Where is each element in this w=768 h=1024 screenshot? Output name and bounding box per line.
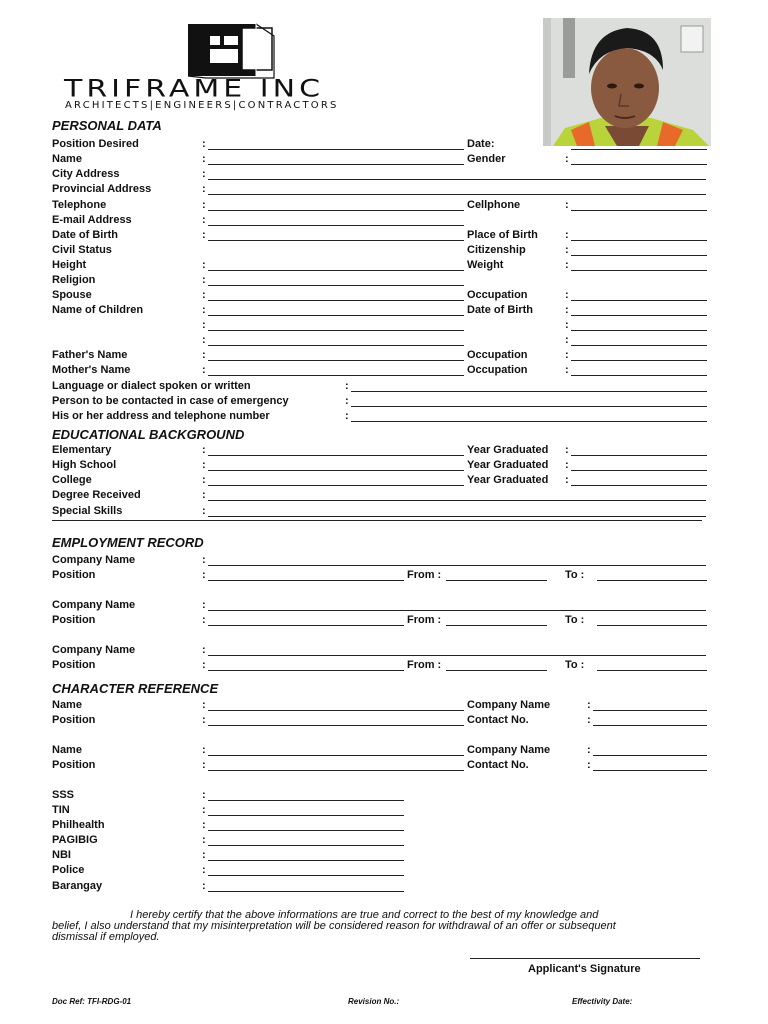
ref-company-2-colon: : <box>587 744 591 756</box>
label-year-graduated-elementary: Year Graduated <box>467 444 549 456</box>
signature-label: Applicant's Signature <box>528 963 641 975</box>
date-line[interactable] <box>571 149 707 150</box>
footer-doc-ref: Doc Ref: TFI-RDG-01 <box>52 997 132 1006</box>
skills-extra-line[interactable] <box>52 520 702 521</box>
position-desired-line[interactable] <box>208 149 464 150</box>
father-colon: : <box>202 349 206 361</box>
label-college: College <box>52 474 92 486</box>
label-from-2: From : <box>407 614 442 626</box>
email-colon: : <box>202 214 206 226</box>
religion-colon: : <box>202 274 206 286</box>
high-school-line[interactable] <box>208 470 464 471</box>
label-cellphone: Cellphone <box>467 199 521 211</box>
emergency-address-line[interactable] <box>351 421 707 422</box>
from-1-line[interactable] <box>446 580 547 581</box>
applicant-photo <box>543 18 711 146</box>
police-colon: : <box>202 864 206 876</box>
tin-line[interactable] <box>208 815 404 816</box>
section-personal-data: PERSONAL DATA <box>52 118 162 133</box>
nbi-line[interactable] <box>208 860 404 861</box>
label-year-graduated-high-school: Year Graduated <box>467 459 549 471</box>
college-colon: : <box>202 474 206 486</box>
company-2-line[interactable] <box>208 610 706 611</box>
certification-line-3: dismissal if employed. <box>52 931 160 943</box>
religion-line[interactable] <box>208 285 464 286</box>
police-line[interactable] <box>208 875 404 876</box>
position-1-line[interactable] <box>208 580 404 581</box>
position-2-line[interactable] <box>208 625 404 626</box>
label-language: Language or dialect spoken or written <box>52 380 251 392</box>
label-emergency-address: His or her address and telephone number <box>52 410 270 422</box>
high-school-year-line[interactable] <box>571 470 707 471</box>
certification-line-2: belief, I also understand that my misinterpretation will be considered reason for withdrawal of an offer or subsequent <box>52 920 616 932</box>
child-dob-2-colon: : <box>565 319 569 331</box>
company-2-colon: : <box>202 599 206 611</box>
citizenship-line[interactable] <box>571 255 707 256</box>
label-from-1: From : <box>407 569 442 581</box>
child-dob-2-line[interactable] <box>571 330 707 331</box>
child-dob-1-line[interactable] <box>571 315 707 316</box>
child-1-colon: : <box>202 304 206 316</box>
position-2-colon: : <box>202 614 206 626</box>
label-skills: Special Skills <box>52 505 123 517</box>
label-barangay: Barangay <box>52 880 103 892</box>
label-spouse: Spouse <box>52 289 92 301</box>
company-3-colon: : <box>202 644 206 656</box>
city-address-line[interactable] <box>208 179 706 180</box>
label-ref-name-2: Name <box>52 744 82 756</box>
label-children: Name of Children <box>52 304 144 316</box>
ref-contact-2-colon: : <box>587 759 591 771</box>
ref-name-1-line[interactable] <box>208 710 464 711</box>
emergency-colon: : <box>345 395 349 407</box>
label-gender: Gender <box>467 153 506 165</box>
label-father-occupation: Occupation <box>467 349 528 361</box>
label-mother: Mother's Name <box>52 364 131 376</box>
label-elementary: Elementary <box>52 444 112 456</box>
gender-colon: : <box>565 153 569 165</box>
signature-line[interactable] <box>470 958 700 959</box>
father-occupation-colon: : <box>565 349 569 361</box>
footer-effectivity: Effectivity Date: <box>572 997 633 1006</box>
mother-occupation-line[interactable] <box>571 375 707 376</box>
label-from-3: From : <box>407 659 442 671</box>
label-degree: Degree Received <box>52 489 141 501</box>
label-company-3: Company Name <box>52 644 136 656</box>
label-telephone: Telephone <box>52 199 107 211</box>
ref-position-2-line[interactable] <box>208 770 464 771</box>
position-desired-colon: : <box>202 138 206 150</box>
label-position-desired: Position Desired <box>52 138 139 150</box>
child-2-colon: : <box>202 319 206 331</box>
label-sss: SSS <box>52 789 75 801</box>
section-education: EDUCATIONAL BACKGROUND <box>52 427 245 442</box>
child-dob-1-colon: : <box>565 304 569 316</box>
ref-position-2-colon: : <box>202 759 206 771</box>
company-tagline: ARCHITECTS|ENGINEERS|CONTRACTORS <box>65 100 339 111</box>
weight-line[interactable] <box>571 270 707 271</box>
label-mother-occupation: Occupation <box>467 364 528 376</box>
label-emergency: Person to be contacted in case of emergency <box>52 395 289 407</box>
elementary-line[interactable] <box>208 455 464 456</box>
label-position-3: Position <box>52 659 96 671</box>
company-1-line[interactable] <box>208 565 706 566</box>
provincial-address-colon: : <box>202 183 206 195</box>
mother-line[interactable] <box>208 375 464 376</box>
position-3-colon: : <box>202 659 206 671</box>
ref-company-1-line[interactable] <box>593 710 707 711</box>
telephone-line[interactable] <box>208 210 464 211</box>
high-school-colon: : <box>202 459 206 471</box>
ref-position-1-colon: : <box>202 714 206 726</box>
label-philhealth: Philhealth <box>52 819 105 831</box>
language-line[interactable] <box>351 391 707 392</box>
child-dob-3-colon: : <box>565 334 569 346</box>
nbi-colon: : <box>202 849 206 861</box>
barangay-line[interactable] <box>208 891 404 892</box>
label-nbi: NBI <box>52 849 71 861</box>
degree-colon: : <box>202 489 206 501</box>
label-civil-status: Civil Status <box>52 244 112 256</box>
position-3-line[interactable] <box>208 670 404 671</box>
label-position-1: Position <box>52 569 96 581</box>
child-3-colon: : <box>202 334 206 346</box>
company-name: TRIFRAME INC <box>64 75 325 103</box>
pagibig-line[interactable] <box>208 845 404 846</box>
certification-text <box>52 910 712 943</box>
certification-line-1: I hereby certify that the above informations are true and correct to the best of my knowledge and <box>130 909 599 921</box>
label-ref-name-1: Name <box>52 699 82 711</box>
label-company-1: Company Name <box>52 554 136 566</box>
college-line[interactable] <box>208 485 464 486</box>
elementary-colon: : <box>202 444 206 456</box>
position-1-colon: : <box>202 569 206 581</box>
label-year-graduated-college: Year Graduated <box>467 474 549 486</box>
label-email: E-mail Address <box>52 214 132 226</box>
company-1-colon: : <box>202 554 206 566</box>
label-city-address: City Address <box>52 168 120 180</box>
philhealth-colon: : <box>202 819 206 831</box>
company-3-line[interactable] <box>208 655 706 656</box>
label-date: Date: <box>467 138 495 150</box>
ref-contact-1-line[interactable] <box>593 725 707 726</box>
label-name: Name <box>52 153 82 165</box>
college-year-line[interactable] <box>571 485 707 486</box>
label-high-school: High School <box>52 459 117 471</box>
child-3-line[interactable] <box>208 345 464 346</box>
ref-company-2-line[interactable] <box>593 755 707 756</box>
spouse-occupation-colon: : <box>565 289 569 301</box>
label-to-1: To : <box>565 569 585 581</box>
label-tin: TIN <box>52 804 70 816</box>
label-height: Height <box>52 259 87 271</box>
spouse-colon: : <box>202 289 206 301</box>
date-of-birth-colon: : <box>202 229 206 241</box>
label-ref-position-2: Position <box>52 759 96 771</box>
label-to-3: To : <box>565 659 585 671</box>
spouse-line[interactable] <box>208 300 464 301</box>
child-dob-3-line[interactable] <box>571 345 707 346</box>
label-provincial-address: Provincial Address <box>52 183 152 195</box>
label-ref-contact-2: Contact No. <box>467 759 529 771</box>
label-place-of-birth: Place of Birth <box>467 229 538 241</box>
footer-revision: Revision No.: <box>348 997 400 1006</box>
label-citizenship: Citizenship <box>467 244 526 256</box>
label-pagibig: PAGIBIG <box>52 834 98 846</box>
label-father: Father's Name <box>52 349 128 361</box>
citizenship-colon: : <box>565 244 569 256</box>
barangay-colon: : <box>202 880 206 892</box>
degree-line[interactable] <box>208 500 706 501</box>
label-date-of-birth: Date of Birth <box>52 229 118 241</box>
skills-line[interactable] <box>208 516 706 517</box>
from-2-line[interactable] <box>446 625 547 626</box>
label-ref-company-2: Company Name <box>467 744 551 756</box>
label-police: Police <box>52 864 85 876</box>
section-employment: EMPLOYMENT RECORD <box>52 535 204 550</box>
child-2-line[interactable] <box>208 330 464 331</box>
father-occupation-line[interactable] <box>571 360 707 361</box>
label-ref-company-1: Company Name <box>467 699 551 711</box>
ref-contact-1-colon: : <box>587 714 591 726</box>
to-2-line[interactable] <box>597 625 707 626</box>
name-colon: : <box>202 153 206 165</box>
high-school-year-colon: : <box>565 459 569 471</box>
height-line[interactable] <box>208 270 464 271</box>
provincial-address-line[interactable] <box>208 194 706 195</box>
label-position-2: Position <box>52 614 96 626</box>
from-3-line[interactable] <box>446 670 547 671</box>
label-ref-position-1: Position <box>52 714 96 726</box>
label-weight: Weight <box>467 259 504 271</box>
tin-colon: : <box>202 804 206 816</box>
elementary-year-colon: : <box>565 444 569 456</box>
label-religion: Religion <box>52 274 96 286</box>
label-ref-contact-1: Contact No. <box>467 714 529 726</box>
spouse-occupation-line[interactable] <box>571 300 707 301</box>
language-colon: : <box>345 380 349 392</box>
ref-contact-2-line[interactable] <box>593 770 707 771</box>
to-1-line[interactable] <box>597 580 707 581</box>
label-child-dob: Date of Birth <box>467 304 533 316</box>
label-company-2: Company Name <box>52 599 136 611</box>
child-1-line[interactable] <box>208 315 464 316</box>
ref-name-1-colon: : <box>202 699 206 711</box>
ref-name-2-line[interactable] <box>208 755 464 756</box>
skills-colon: : <box>202 505 206 517</box>
section-reference: CHARACTER REFERENCE <box>52 681 219 696</box>
gender-line[interactable] <box>571 164 707 165</box>
philhealth-line[interactable] <box>208 830 404 831</box>
ref-position-1-line[interactable] <box>208 725 464 726</box>
place-of-birth-colon: : <box>565 229 569 241</box>
company-logo <box>186 22 278 80</box>
emergency-address-colon: : <box>345 410 349 422</box>
label-to-2: To : <box>565 614 585 626</box>
emergency-line[interactable] <box>351 406 707 407</box>
father-line[interactable] <box>208 360 464 361</box>
mother-occupation-colon: : <box>565 364 569 376</box>
ref-name-2-colon: : <box>202 744 206 756</box>
sss-colon: : <box>202 789 206 801</box>
telephone-colon: : <box>202 199 206 211</box>
place-of-birth-line[interactable] <box>571 240 707 241</box>
email-line[interactable] <box>208 225 464 226</box>
height-colon: : <box>202 259 206 271</box>
college-year-colon: : <box>565 474 569 486</box>
name-line[interactable] <box>208 164 464 165</box>
sss-line[interactable] <box>208 800 404 801</box>
to-3-line[interactable] <box>597 670 707 671</box>
mother-colon: : <box>202 364 206 376</box>
weight-colon: : <box>565 259 569 271</box>
elementary-year-line[interactable] <box>571 455 707 456</box>
label-spouse-occupation: Occupation <box>467 289 528 301</box>
cellphone-colon: : <box>565 199 569 211</box>
pagibig-colon: : <box>202 834 206 846</box>
ref-company-1-colon: : <box>587 699 591 711</box>
city-address-colon: : <box>202 168 206 180</box>
date-of-birth-line[interactable] <box>208 240 464 241</box>
cellphone-line[interactable] <box>571 210 707 211</box>
